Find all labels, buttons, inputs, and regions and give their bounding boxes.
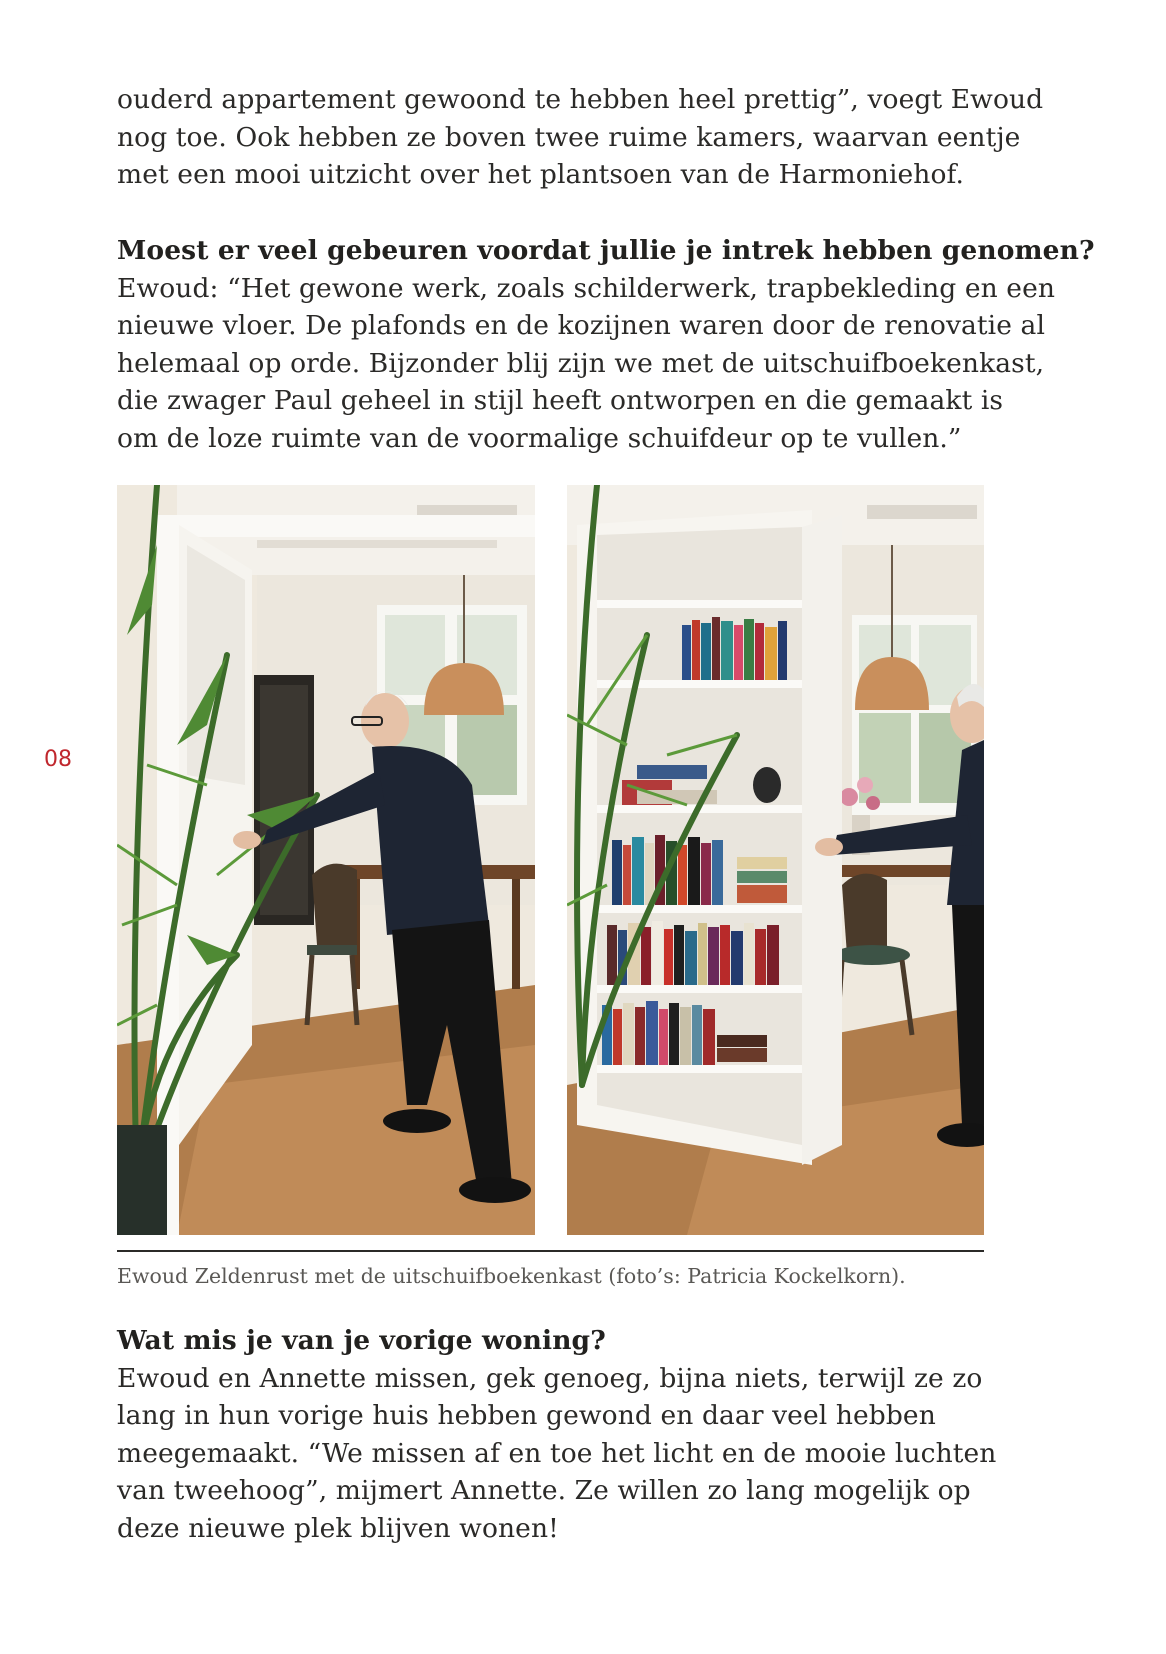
question-section-renovation <box>117 232 1095 457</box>
text-line: nieuwe vloer. De plafonds en de kozijnen waren door de renovatie al <box>117 310 1046 341</box>
text-line: om de loze ruimte van de voormalige schuifdeur op te vullen.” <box>117 422 962 454</box>
question-heading: Wat mis je van je vorige woning? <box>117 1325 606 1356</box>
text-line: lang in hun vorige huis hebben gewond en daar veel hebben <box>117 1400 936 1431</box>
text-line: van tweehoog”, mijmert Annette. Ze willen zo lang mogelijk op <box>117 1475 971 1506</box>
text-line: deze nieuwe plek blijven wonen! <box>117 1512 559 1544</box>
text-line: die zwager Paul geheel in stijl heeft ontworpen en die gemaakt is <box>117 385 1004 416</box>
question-section-previous-home <box>117 1322 997 1547</box>
text-line: ouderd appartement gewoond te hebben heel prettig”, voegt Ewoud <box>117 84 1044 115</box>
photo-caption: Ewoud Zeldenrust met de uitschuifboekenkast (foto’s: Patricia Kockelkorn). <box>117 1264 906 1288</box>
text-line: meegemaakt. “We missen af en toe het licht en de mooie luchten <box>117 1437 997 1469</box>
intro-paragraph <box>117 81 1044 194</box>
caption-divider <box>117 1250 984 1252</box>
question-heading: Moest er veel gebeuren voordat jullie je intrek hebben genomen? <box>117 235 1095 266</box>
text-line: nog toe. Ook hebben ze boven twee ruime kamers, waarvan eentje <box>117 121 1021 153</box>
text-line: helemaal op orde. Bijzonder blij zijn we met de uitschuifboekenkast, <box>117 347 1045 379</box>
page-number: 08 <box>44 747 72 772</box>
photo-left <box>117 485 535 1235</box>
text-line: Ewoud en Annette missen, gek genoeg, bijna niets, terwijl ze zo <box>117 1362 983 1394</box>
photo-right <box>567 485 984 1235</box>
text-line: Ewoud: “Het gewone werk, zoals schilderwerk, trapbekleding en een <box>117 272 1056 304</box>
text-line: met een mooi uitzicht over het plantsoen van de Harmoniehof. <box>117 159 965 190</box>
